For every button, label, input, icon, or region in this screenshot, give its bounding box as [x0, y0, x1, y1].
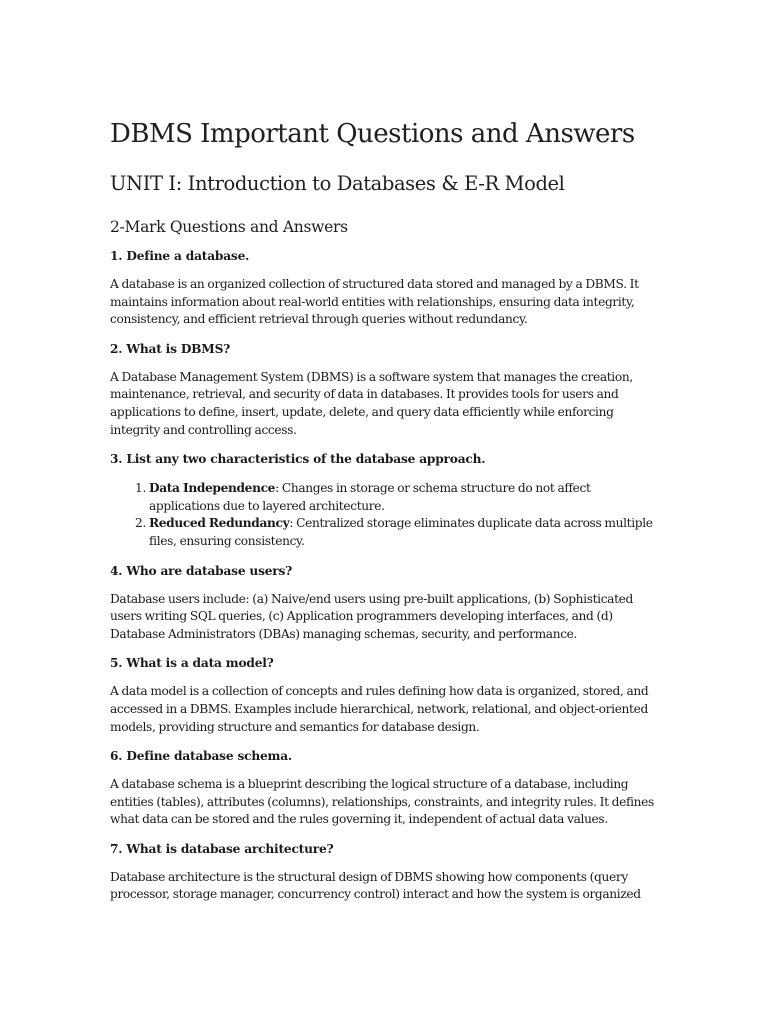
document-title: DBMS Important Questions and Answers	[110, 119, 635, 149]
question-4: 4. Who are database users?	[110, 563, 293, 578]
question-1: 1. Define a database.	[110, 249, 250, 263]
section-heading: 2-Mark Questions and Answers	[110, 218, 348, 236]
list-item-text: : Centralized storage eliminates duplicate data across multiple files, ensuring consistency.	[149, 516, 653, 548]
answer-7: Database architecture is the structural design of DBMS showing how components (query processor, storage manager, concurrency control) interact and how the system is organized	[110, 869, 641, 902]
question-7: 7. What is database architecture?	[110, 841, 334, 856]
characteristics-list	[110, 480, 660, 550]
question-6: 6. Define database schema.	[110, 749, 292, 764]
answer-5: A data model is a collection of concepts and rules defining how data is organized, stored, and accessed in a DBMS. Examples include hierarchical, network, relational, and object-oriented models, providing structure and semantics for database design.	[110, 684, 649, 734]
list-item	[149, 480, 660, 515]
answer-4: Database users include: (a) Naive/end users using pre-built applications, (b) Sophisticated users writing SQL queries, (c) Application programmers developing interfaces, and (d) Database Administrators (DBAs) managing schemas, security, and performance.	[110, 591, 633, 641]
list-item-term: Data Independence	[149, 481, 276, 496]
list-item-text: : Changes in storage or schema structure do not affect applications due to layered architecture.	[149, 481, 591, 513]
answer-2: A Database Management System (DBMS) is a software system that manages the creation, maintenance, retrieval, and security of data in databases. It provides tools for users and applications to define, insert, update, delete, and query data efficiently while enforcing integrity and controlling access.	[110, 369, 633, 437]
unit-heading: UNIT I: Introduction to Databases & E-R Model	[110, 172, 565, 195]
list-item	[149, 515, 660, 550]
document-content	[110, 115, 660, 904]
list-item-term: Reduced Redundancy	[149, 516, 290, 531]
answer-6: A database schema is a blueprint describing the logical structure of a database, including entities (tables), attributes (columns), relationships, constraints, and integrity rules. It defines what data can be stored and the rules governing it, independent of actual data values.	[110, 777, 654, 827]
question-5: 5. What is a data model?	[110, 656, 274, 671]
question-3: 3. List any two characteristics of the database approach.	[110, 452, 486, 467]
answer-1: A database is an organized collection of structured data stored and managed by a DBMS. It maintains information about real-world entities with relationships, ensuring data integrity, consistency, and efficient retrieval through queries without redundancy.	[110, 277, 639, 327]
question-2: 2. What is DBMS?	[110, 341, 231, 356]
